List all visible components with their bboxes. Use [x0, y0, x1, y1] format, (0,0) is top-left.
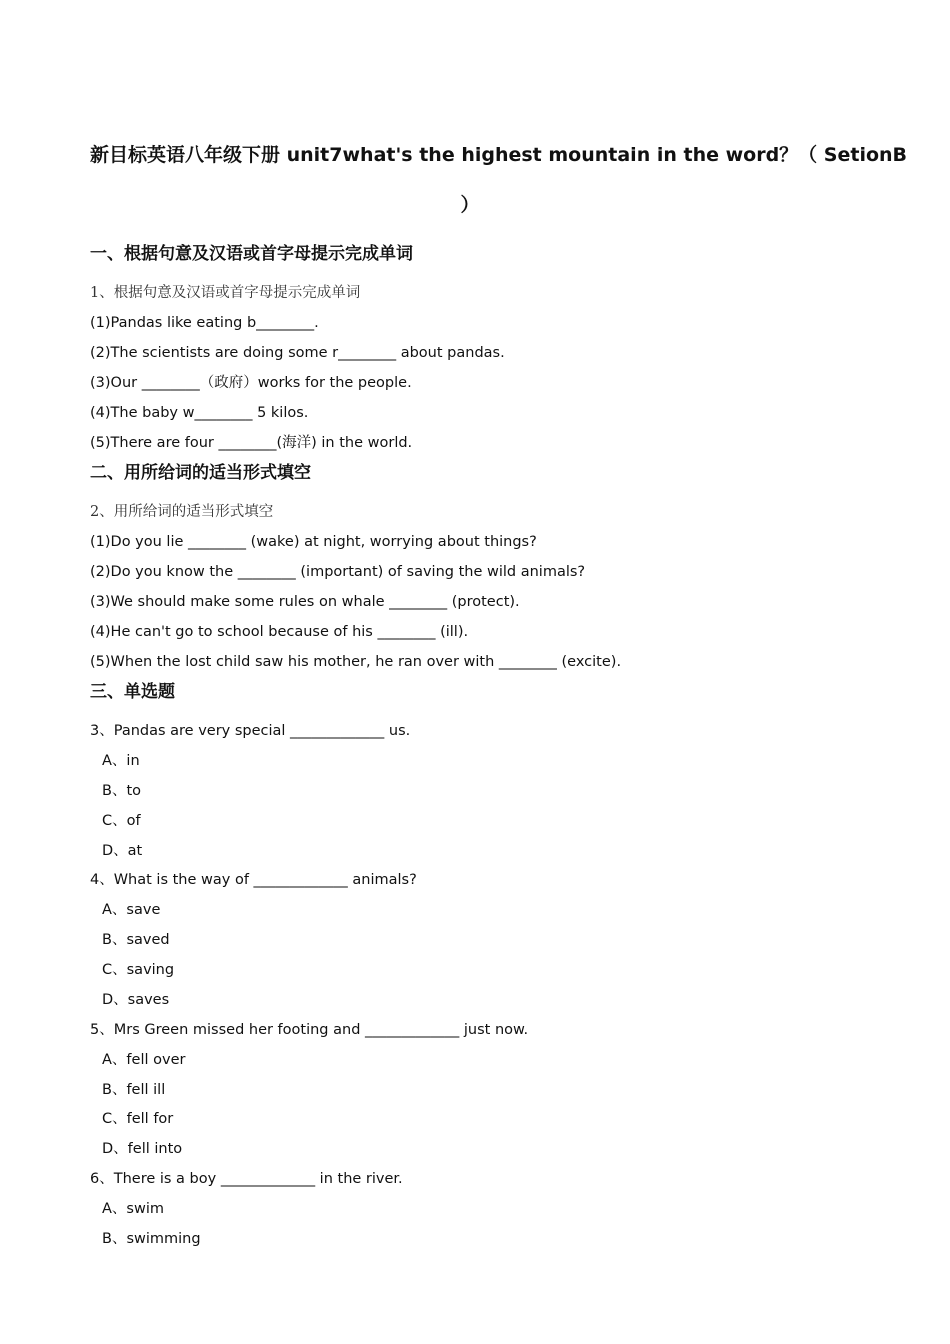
answer-option: C、of [102, 813, 141, 829]
answer-option: C、fell for [102, 1111, 174, 1127]
question-item: (1)Pandas like eating b________. [90, 315, 319, 331]
question-item: (3)We should make some rules on whale ________ (protect). [90, 594, 520, 610]
question-prompt-1: 1、根据句意及汉语或首字母提示完成单词 [90, 285, 361, 301]
answer-option: B、saved [102, 932, 170, 948]
question-item: (5)There are four ________(海洋) in the world. [90, 435, 413, 451]
answer-option: A、fell over [102, 1052, 186, 1068]
question-item: (2)The scientists are doing some r________ about pandas. [90, 345, 505, 361]
question-item: (4)He can't go to school because of his ________ (ill). [90, 624, 469, 640]
section-heading-3: 三、单选题 [90, 682, 175, 702]
answer-option: B、fell ill [102, 1082, 166, 1098]
answer-option: B、swimming [102, 1231, 201, 1247]
answer-option: C、saving [102, 962, 175, 978]
question-item: (2)Do you know the ________ (important) of saving the wild animals? [90, 564, 586, 580]
question-item: (4)The baby w________ 5 kilos. [90, 405, 309, 421]
answer-option: A、save [102, 902, 161, 918]
section-heading-1: 一、根据句意及汉语或首字母提示完成单词 [90, 244, 413, 264]
answer-option: B、to [102, 783, 142, 799]
question-stem-3: 3、Pandas are very special _____________ us. [90, 723, 411, 739]
answer-option: A、swim [102, 1201, 164, 1217]
question-stem-5: 5、Mrs Green missed her footing and _____________ just now. [90, 1022, 529, 1038]
answer-option: D、at [102, 843, 143, 859]
question-stem-4: 4、What is the way of _____________ animals? [90, 872, 417, 888]
question-item: (5)When the lost child saw his mother, he ran over with ________ (excite). [90, 654, 622, 670]
question-item: (1)Do you lie ________ (wake) at night, worrying about things? [90, 534, 537, 550]
document-title: 新目标英语八年级下册 unit7what's the highest mountain in the word？（ SetionB [90, 144, 908, 166]
answer-option: D、saves [102, 992, 170, 1008]
answer-option: D、fell into [102, 1141, 183, 1157]
answer-option: A、in [102, 753, 140, 769]
question-prompt-2: 2、用所给词的适当形式填空 [90, 504, 274, 520]
question-stem-6: 6、There is a boy _____________ in the river. [90, 1171, 403, 1187]
document-title-continued: ） [460, 194, 480, 216]
section-heading-2: 二、用所给词的适当形式填空 [90, 463, 311, 483]
question-item: (3)Our ________（政府）works for the people. [90, 375, 412, 391]
